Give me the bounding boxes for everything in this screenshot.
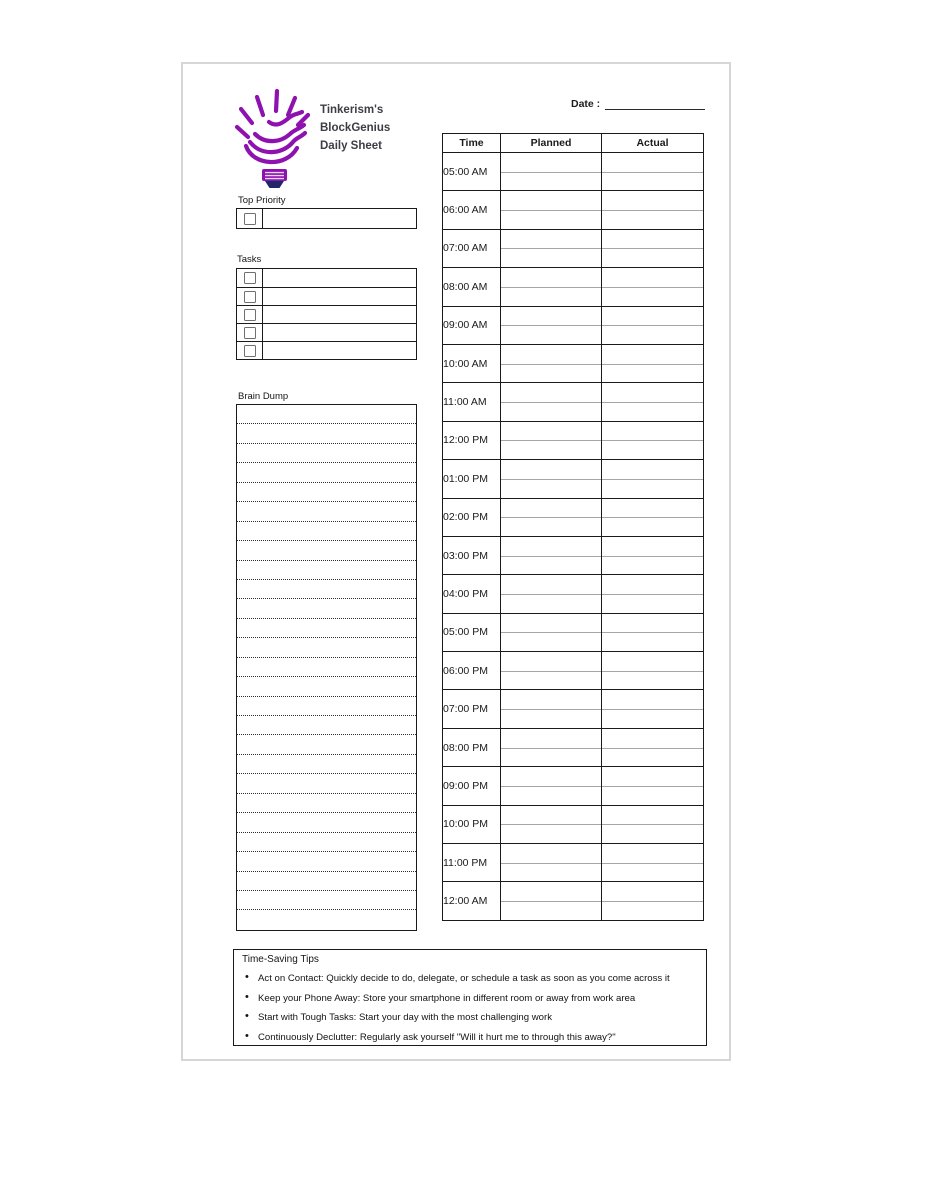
timetable-row	[443, 613, 704, 651]
dotted-writing-line	[237, 755, 416, 774]
col-header-planned: Planned	[501, 134, 602, 153]
dotted-writing-line	[237, 522, 416, 541]
time-slot-label: 03:00 PM	[443, 536, 501, 574]
planned-slot-cell[interactable]	[501, 498, 602, 536]
half-hour-line	[501, 287, 601, 288]
actual-slot-cell[interactable]	[602, 882, 704, 920]
timetable-row	[443, 844, 704, 882]
actual-slot-cell[interactable]	[602, 344, 704, 382]
timetable-row	[443, 575, 704, 613]
half-hour-line	[501, 786, 601, 787]
half-hour-line	[602, 517, 703, 518]
task-checkbox[interactable]	[244, 327, 256, 339]
time-slot-label: 12:00 PM	[443, 421, 501, 459]
actual-slot-cell[interactable]	[602, 844, 704, 882]
actual-slot-cell[interactable]	[602, 460, 704, 498]
timetable-body	[443, 153, 704, 921]
planned-slot-cell[interactable]	[501, 613, 602, 651]
date-row	[571, 97, 705, 110]
half-hour-line	[602, 863, 703, 864]
half-hour-line	[501, 709, 601, 710]
dotted-writing-line	[237, 619, 416, 638]
tasks-table	[236, 268, 417, 360]
timetable-row	[443, 344, 704, 382]
tips-title: Time-Saving Tips	[242, 954, 319, 965]
timetable-row	[443, 536, 704, 574]
task-row	[237, 341, 416, 359]
brain-dump-area[interactable]	[236, 404, 417, 931]
date-input-line[interactable]	[605, 97, 705, 110]
half-hour-line	[602, 748, 703, 749]
planned-slot-cell[interactable]	[501, 882, 602, 920]
half-hour-line	[501, 632, 601, 633]
top-priority-label: Top Priority	[238, 195, 286, 206]
actual-slot-cell[interactable]	[602, 421, 704, 459]
time-slot-label: 07:00 PM	[443, 690, 501, 728]
actual-slot-cell[interactable]	[602, 575, 704, 613]
half-hour-line	[602, 364, 703, 365]
time-slot-label: 05:00 PM	[443, 613, 501, 651]
planned-slot-cell[interactable]	[501, 421, 602, 459]
half-hour-line	[602, 440, 703, 441]
top-priority-checkbox[interactable]	[244, 213, 256, 225]
time-slot-label: 08:00 AM	[443, 268, 501, 306]
tips-box	[233, 949, 707, 1046]
timetable-row	[443, 460, 704, 498]
timetable-row	[443, 805, 704, 843]
planned-slot-cell[interactable]	[501, 268, 602, 306]
half-hour-line	[602, 594, 703, 595]
half-hour-line	[501, 517, 601, 518]
planned-slot-cell[interactable]	[501, 191, 602, 229]
task-checkbox-cell	[237, 306, 263, 323]
dotted-writing-line	[237, 794, 416, 813]
half-hour-line	[501, 172, 601, 173]
task-entry[interactable]	[263, 269, 416, 287]
tip-item: • Start with Tough Tasks: Start your day with the most challenging work	[242, 1012, 698, 1023]
actual-slot-cell[interactable]	[602, 153, 704, 191]
actual-slot-cell[interactable]	[602, 613, 704, 651]
tips-list	[242, 973, 698, 1042]
half-hour-line	[602, 632, 703, 633]
half-hour-line	[602, 325, 703, 326]
task-row	[237, 305, 416, 323]
actual-slot-cell[interactable]	[602, 767, 704, 805]
planned-slot-cell[interactable]	[501, 805, 602, 843]
time-slot-label: 07:00 AM	[443, 229, 501, 267]
task-row	[237, 269, 416, 287]
half-hour-line	[501, 901, 601, 902]
planned-slot-cell[interactable]	[501, 575, 602, 613]
planned-slot-cell[interactable]	[501, 229, 602, 267]
half-hour-line	[501, 556, 601, 557]
half-hour-line	[501, 479, 601, 480]
actual-slot-cell[interactable]	[602, 728, 704, 766]
actual-slot-cell[interactable]	[602, 306, 704, 344]
col-header-time: Time	[443, 134, 501, 153]
task-row	[237, 323, 416, 341]
actual-slot-cell[interactable]	[602, 652, 704, 690]
dotted-writing-line	[237, 697, 416, 716]
dotted-writing-line	[237, 813, 416, 832]
task-entry[interactable]	[263, 324, 416, 341]
timetable-row	[443, 306, 704, 344]
time-slot-label: 10:00 AM	[443, 344, 501, 382]
task-checkbox[interactable]	[244, 345, 256, 357]
brain-dump-label: Brain Dump	[238, 391, 289, 402]
half-hour-line	[501, 364, 601, 365]
timetable-row	[443, 191, 704, 229]
half-hour-line	[602, 786, 703, 787]
planned-slot-cell[interactable]	[501, 344, 602, 382]
actual-slot-cell[interactable]	[602, 268, 704, 306]
time-slot-label: 06:00 AM	[443, 191, 501, 229]
planned-slot-cell[interactable]	[501, 383, 602, 421]
actual-slot-cell[interactable]	[602, 805, 704, 843]
top-priority-row	[236, 208, 417, 229]
time-slot-label: 11:00 AM	[443, 383, 501, 421]
dotted-writing-line	[237, 852, 416, 871]
col-header-actual: Actual	[602, 134, 704, 153]
top-priority-entry[interactable]	[263, 209, 416, 228]
half-hour-line	[602, 287, 703, 288]
half-hour-line	[501, 748, 601, 749]
half-hour-line	[602, 709, 703, 710]
half-hour-line	[602, 248, 703, 249]
half-hour-line	[501, 210, 601, 211]
dotted-writing-line	[237, 677, 416, 696]
task-checkbox-cell	[237, 288, 263, 305]
dotted-writing-line	[237, 735, 416, 754]
half-hour-line	[501, 248, 601, 249]
timetable-row	[443, 690, 704, 728]
half-hour-line	[501, 402, 601, 403]
timetable-row	[443, 153, 704, 191]
date-label: Date :	[571, 98, 601, 110]
time-slot-label: 06:00 PM	[443, 652, 501, 690]
planned-slot-cell[interactable]	[501, 767, 602, 805]
brand-line-3: Daily Sheet	[320, 140, 382, 152]
half-hour-line	[501, 440, 601, 441]
tasks-label: Tasks	[237, 254, 262, 265]
planned-slot-cell[interactable]	[501, 652, 602, 690]
timetable-row	[443, 421, 704, 459]
tip-item: • Continuously Declutter: Regularly ask yourself "Will it hurt me to through this away?"	[242, 1032, 698, 1043]
half-hour-line	[602, 479, 703, 480]
dotted-writing-line	[237, 774, 416, 793]
half-hour-line	[602, 901, 703, 902]
half-hour-line	[602, 556, 703, 557]
planned-slot-cell[interactable]	[501, 306, 602, 344]
task-checkbox-cell	[237, 324, 263, 341]
daily-sheet	[181, 62, 731, 1061]
task-entry[interactable]	[263, 342, 416, 359]
timetable-row	[443, 652, 704, 690]
actual-slot-cell[interactable]	[602, 383, 704, 421]
dotted-writing-line	[237, 580, 416, 599]
timetable-row	[443, 383, 704, 421]
lightbulb-logo-icon	[231, 88, 313, 190]
planned-slot-cell[interactable]	[501, 153, 602, 191]
brand-line-2: BlockGenius	[320, 122, 391, 134]
half-hour-line	[501, 594, 601, 595]
dotted-writing-line	[237, 405, 416, 424]
brand-line-1: Tinkerism's	[320, 104, 384, 116]
dotted-writing-line	[237, 638, 416, 657]
time-slot-label: 11:00 PM	[443, 844, 501, 882]
actual-slot-cell[interactable]	[602, 498, 704, 536]
time-slot-label: 10:00 PM	[443, 805, 501, 843]
time-slot-label: 05:00 AM	[443, 153, 501, 191]
half-hour-line	[602, 824, 703, 825]
planned-slot-cell[interactable]	[501, 536, 602, 574]
half-hour-line	[602, 402, 703, 403]
top-priority-checkbox-cell	[237, 209, 263, 228]
dotted-writing-line	[237, 444, 416, 463]
timetable-row	[443, 268, 704, 306]
half-hour-line	[602, 210, 703, 211]
dotted-writing-line	[237, 463, 416, 482]
timetable-row	[443, 882, 704, 920]
dotted-writing-line	[237, 891, 416, 910]
task-checkbox[interactable]	[244, 309, 256, 321]
task-entry[interactable]	[263, 288, 416, 305]
time-block-table	[442, 133, 704, 921]
timetable-row	[443, 767, 704, 805]
task-checkbox-cell	[237, 342, 263, 359]
actual-slot-cell[interactable]	[602, 690, 704, 728]
half-hour-line	[602, 671, 703, 672]
dotted-writing-line	[237, 833, 416, 852]
planned-slot-cell[interactable]	[501, 460, 602, 498]
planned-slot-cell[interactable]	[501, 844, 602, 882]
time-slot-label: 02:00 PM	[443, 498, 501, 536]
actual-slot-cell[interactable]	[602, 536, 704, 574]
timetable-row	[443, 728, 704, 766]
timetable-row	[443, 498, 704, 536]
tip-item: • Act on Contact: Quickly decide to do, delegate, or schedule a task as soon as you come across it	[242, 973, 698, 984]
half-hour-line	[602, 172, 703, 173]
dotted-writing-line	[237, 716, 416, 735]
planned-slot-cell[interactable]	[501, 728, 602, 766]
half-hour-line	[501, 671, 601, 672]
half-hour-line	[501, 824, 601, 825]
dotted-writing-line	[237, 424, 416, 443]
half-hour-line	[501, 863, 601, 864]
timetable-header-row	[443, 134, 704, 153]
actual-slot-cell[interactable]	[602, 229, 704, 267]
task-checkbox-cell	[237, 269, 263, 287]
timetable-row	[443, 229, 704, 267]
task-entry[interactable]	[263, 306, 416, 323]
time-slot-label: 01:00 PM	[443, 460, 501, 498]
dotted-writing-line	[237, 541, 416, 560]
half-hour-line	[501, 325, 601, 326]
time-slot-label: 04:00 PM	[443, 575, 501, 613]
dotted-writing-line	[237, 599, 416, 618]
time-slot-label: 09:00 PM	[443, 767, 501, 805]
time-slot-label: 09:00 AM	[443, 306, 501, 344]
dotted-writing-line	[237, 658, 416, 677]
actual-slot-cell[interactable]	[602, 191, 704, 229]
brand-title	[320, 101, 390, 155]
time-slot-label: 12:00 AM	[443, 882, 501, 920]
planned-slot-cell[interactable]	[501, 690, 602, 728]
dotted-writing-line	[237, 502, 416, 521]
time-slot-label: 08:00 PM	[443, 728, 501, 766]
dotted-writing-line	[237, 483, 416, 502]
task-row	[237, 287, 416, 305]
dotted-writing-line	[237, 872, 416, 891]
tip-item: • Keep your Phone Away: Store your smartphone in different room or away from work area	[242, 993, 698, 1004]
task-checkbox[interactable]	[244, 291, 256, 303]
task-checkbox[interactable]	[244, 272, 256, 284]
dotted-writing-line	[237, 561, 416, 580]
